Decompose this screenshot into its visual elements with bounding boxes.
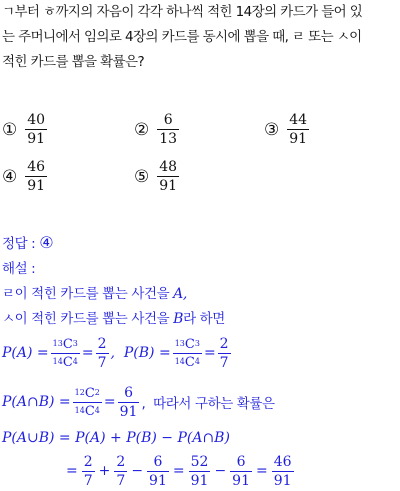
comb-c: C xyxy=(84,403,95,419)
event-b-text: ㅅ이 적힌 카드를 뽑는 사건을 xyxy=(2,311,170,327)
pab-equation xyxy=(2,383,275,421)
option-3-numerator: 44 xyxy=(289,112,308,128)
pa-equals: = xyxy=(81,345,94,361)
pa-result xyxy=(96,337,109,370)
option-2-marker: ② xyxy=(134,119,150,140)
denominator: 91 xyxy=(190,472,209,489)
pab-denominator: 91 xyxy=(119,403,138,420)
comb-pre: 14 xyxy=(74,406,85,415)
option-3-fraction xyxy=(287,113,309,146)
comb-c: C xyxy=(184,354,195,370)
question-text xyxy=(2,0,398,75)
question-line-1: ㄱ부터 ㅎ까지의 자음이 각각 하나씩 적힌 14장의 카드가 들어 있 xyxy=(2,4,363,20)
answer-label: 정답 : xyxy=(2,236,36,252)
denominator: 7 xyxy=(116,472,126,489)
comb-pre: 13 xyxy=(52,339,63,348)
fraction-bar xyxy=(25,129,47,130)
comb-c: C xyxy=(62,354,73,370)
fraction-bar xyxy=(25,176,47,177)
option-5-marker: ⑤ xyxy=(134,166,150,187)
event-a-var: A, xyxy=(173,286,187,302)
option-3[interactable] xyxy=(264,113,311,146)
pb-comb-top xyxy=(173,338,202,351)
option-3-marker: ③ xyxy=(264,119,280,140)
option-5-denominator: 91 xyxy=(159,178,178,194)
pab-equals: = xyxy=(103,394,116,410)
fraction-bar xyxy=(287,129,309,130)
option-4-marker: ④ xyxy=(2,166,18,187)
final-equals-2: = xyxy=(172,463,185,479)
event-a-line xyxy=(2,282,187,302)
option-1-numerator: 40 xyxy=(27,112,46,128)
option-1-fraction xyxy=(25,113,47,146)
comb-pre: 14 xyxy=(174,357,185,366)
denominator: 91 xyxy=(232,472,250,489)
option-4-denominator: 91 xyxy=(27,178,46,194)
comb-pre: 12 xyxy=(74,388,85,397)
denominator: 91 xyxy=(149,472,167,489)
pb-denominator: 7 xyxy=(219,354,229,371)
final-frac-6 xyxy=(272,455,294,488)
option-5-fraction xyxy=(157,160,179,193)
comb-post: 4 xyxy=(194,357,200,366)
numerator: 46 xyxy=(273,453,292,470)
final-frac-1 xyxy=(82,455,95,488)
pab-lhs: P(A∩B) = xyxy=(2,394,71,410)
event-b-tail: 라 하면 xyxy=(183,311,225,327)
option-3-denominator: 91 xyxy=(289,131,308,147)
answer-line xyxy=(2,232,53,252)
event-b-line xyxy=(2,307,225,327)
event-b-var: B xyxy=(173,311,184,327)
fraction-bar xyxy=(157,129,179,130)
fraction-bar xyxy=(230,471,252,472)
pb-result xyxy=(218,337,231,370)
pb-comb-fraction xyxy=(173,338,202,369)
pa-comb-top xyxy=(51,338,80,351)
question-line-2: 는 주머니에서 임의로 4장의 카드를 동시에 뽑을 때, ㄹ 또는 ㅅ이 xyxy=(2,29,362,45)
final-frac-3 xyxy=(147,455,169,488)
comb-post: 4 xyxy=(72,357,78,366)
pb-lhs: , P(B) = xyxy=(110,345,171,361)
pab-numerator: 6 xyxy=(124,384,133,401)
option-1[interactable] xyxy=(2,113,49,146)
numerator: 2 xyxy=(116,453,126,470)
fraction-bar xyxy=(218,353,231,354)
pa-lhs: P(A) = xyxy=(2,345,49,361)
comb-c: C xyxy=(84,385,95,401)
pab-result xyxy=(118,386,140,419)
final-plus: + xyxy=(98,463,111,479)
fraction-bar xyxy=(118,402,140,403)
numerator: 52 xyxy=(190,453,209,470)
option-4[interactable] xyxy=(2,160,49,193)
answer-value: ④ xyxy=(39,233,54,252)
final-minus-2: − xyxy=(214,463,227,479)
final-frac-4 xyxy=(189,455,211,488)
denominator: 91 xyxy=(273,472,292,489)
pb-equals: = xyxy=(203,345,216,361)
option-2-denominator: 13 xyxy=(159,131,178,147)
fraction-bar xyxy=(96,353,109,354)
fraction-bar xyxy=(82,471,95,472)
option-2-fraction xyxy=(157,113,179,146)
fraction-bar xyxy=(114,471,127,472)
denominator: 7 xyxy=(83,472,93,489)
option-4-fraction xyxy=(25,160,47,193)
option-1-marker: ① xyxy=(2,119,18,140)
option-5[interactable] xyxy=(134,160,181,193)
union-equation: P(A∪B) = P(A) + P(B) − P(A∩B) xyxy=(2,430,230,446)
pab-comb-top xyxy=(73,387,102,400)
final-frac-2 xyxy=(114,455,127,488)
event-a-text: ㄹ이 적힌 카드를 뽑는 사건을 xyxy=(2,286,170,302)
comb-pre: 14 xyxy=(52,357,63,366)
comb-post: 3 xyxy=(194,339,200,348)
fraction-bar xyxy=(189,471,211,472)
numerator: 2 xyxy=(83,453,93,470)
numerator: 6 xyxy=(153,453,163,470)
comb-post: 3 xyxy=(72,339,78,348)
option-4-numerator: 46 xyxy=(27,159,46,175)
pab-comb-bottom xyxy=(73,405,102,418)
pab-tail-text: , 따라서 구하는 확률은 xyxy=(141,396,275,412)
option-5-numerator: 48 xyxy=(159,159,178,175)
fraction-bar xyxy=(272,471,294,472)
pa-pb-equation xyxy=(2,334,233,372)
pa-comb-fraction xyxy=(51,338,80,369)
numerator: 6 xyxy=(236,453,246,470)
question-line-3: 적힌 카드를 뽑을 확률은? xyxy=(2,54,145,70)
comb-post: 2 xyxy=(94,388,100,397)
comb-c: C xyxy=(62,336,73,352)
option-2[interactable] xyxy=(134,113,181,146)
final-frac-5 xyxy=(230,455,252,488)
pa-denominator: 7 xyxy=(97,354,107,371)
fraction-bar xyxy=(51,353,80,354)
pab-comb-fraction xyxy=(73,387,102,418)
pa-comb-bottom xyxy=(51,356,80,369)
final-equals-1: = xyxy=(66,463,78,479)
pa-numerator: 2 xyxy=(97,335,107,352)
pb-comb-bottom xyxy=(173,356,202,369)
option-2-numerator: 6 xyxy=(163,112,173,128)
explanation-label: 해설 : xyxy=(2,261,36,277)
fraction-bar xyxy=(157,176,179,177)
comb-post: 4 xyxy=(94,406,100,415)
option-1-denominator: 91 xyxy=(27,131,46,147)
comb-pre: 13 xyxy=(174,339,185,348)
fraction-bar xyxy=(173,353,202,354)
pb-numerator: 2 xyxy=(219,335,229,352)
final-computation xyxy=(66,452,296,490)
final-minus-1: − xyxy=(131,463,144,479)
fraction-bar xyxy=(147,471,169,472)
comb-c: C xyxy=(184,336,195,352)
fraction-bar xyxy=(73,402,102,403)
final-equals-3: = xyxy=(256,463,268,479)
